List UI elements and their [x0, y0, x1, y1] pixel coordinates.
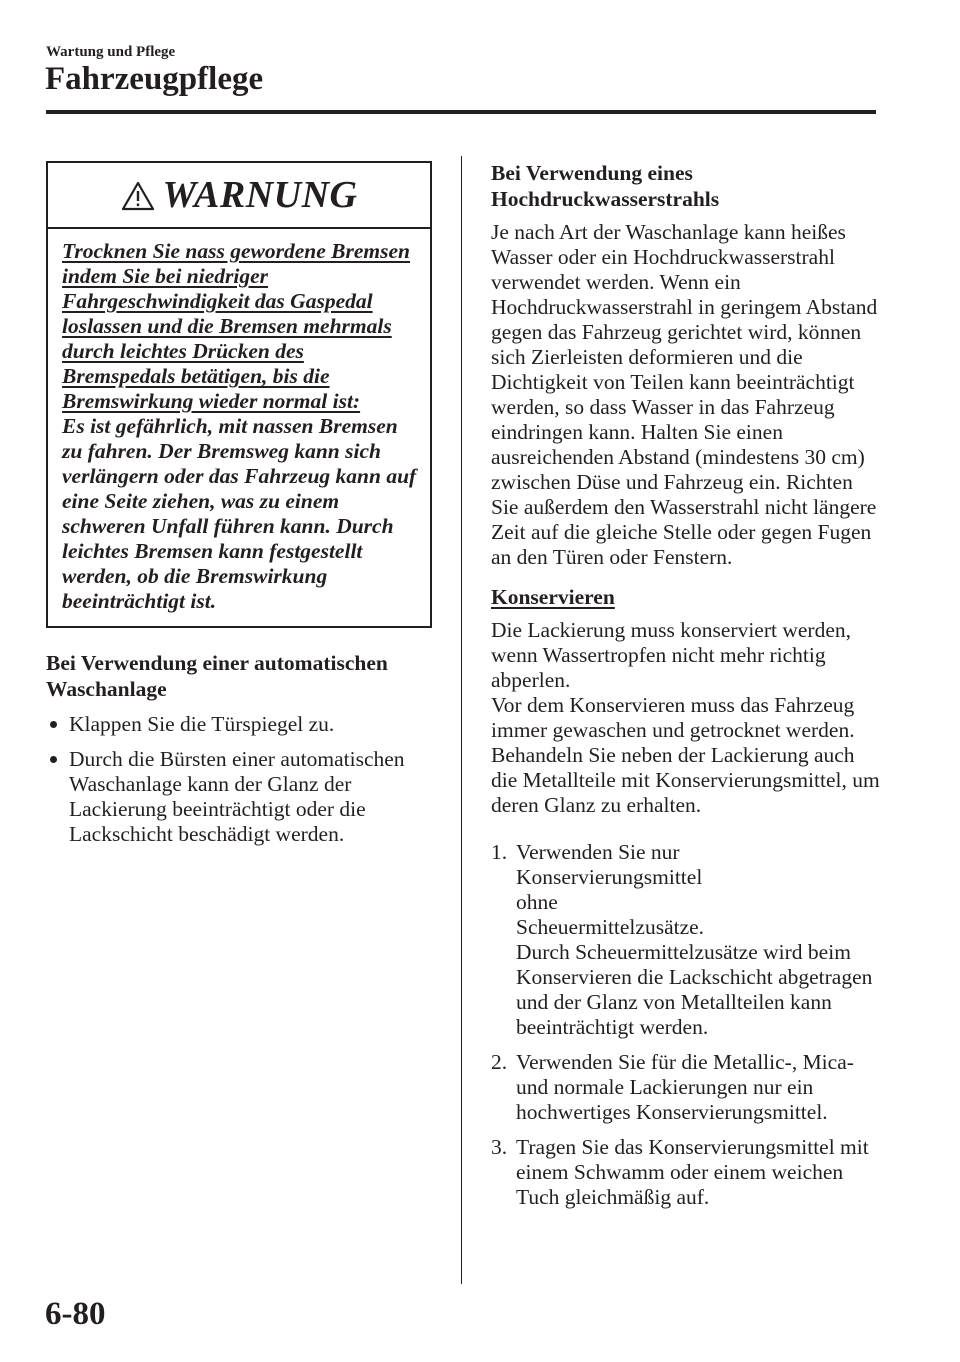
conserving-steps [491, 840, 883, 1210]
list-item: Klappen Sie die Türspiegel zu. [46, 712, 432, 737]
header-divider [46, 110, 876, 114]
page-number: 6-80 [45, 1296, 106, 1332]
warning-header [48, 163, 430, 229]
conserving-para-1: Die Lackierung muss konserviert werden, wenn Wassertropfen nicht mehr richtig abperlen. [491, 618, 852, 692]
warning-title: WARNUNG [162, 174, 358, 216]
list-item: 3. Tragen Sie das Konservierungsmittel mit einem Schwamm oder einem weichen Tuch gleichmäßig auf. [491, 1135, 869, 1209]
left-column [46, 161, 432, 847]
page-title: Fahrzeugpflege [45, 61, 264, 97]
list-item: 1. Verwenden Sie nur Konservierungsmittel ohne Scheuermittelzusätze. Durch Scheuermittelzusätze wird beim Konservieren die Lackschicht abgetragen und der Glanz von Metallteilen kann beeinträchtigt werden. [491, 840, 873, 1039]
warning-instruction: Trocknen Sie nass gewordene Bremsen indem Sie bei niedriger Fahrgeschwindigkeit das Gaspedal loslassen und die Bremsen mehrmals durch leichtes Drücken des Bremspedals betätigen, bis die Bremswirkung wieder normal ist: [62, 239, 410, 413]
bullet-icon [50, 721, 57, 728]
warning-box [46, 161, 432, 628]
list-item: Durch die Bürsten einer automatischen Waschanlage kann der Glanz der Lackierung beeinträchtigt oder die Lackschicht beschädigt werden. [46, 747, 432, 847]
list-item: 2. Verwenden Sie für die Metallic-, Mica- und normale Lackierungen nur ein hochwertiges Konservierungsmittel. [491, 1050, 854, 1124]
high-pressure-heading: Bei Verwendung eines Hochdruckwasserstrahls [491, 161, 720, 211]
column-divider [461, 156, 462, 1284]
section-label: Wartung und Pflege [46, 44, 176, 60]
conserving-heading: Konservieren [491, 585, 615, 609]
warning-triangle-icon [121, 181, 155, 211]
conserving-para-2: Vor dem Konservieren muss das Fahrzeug immer gewaschen und getrocknet werden. Behandeln Sie neben der Lackierung auch die Metallteile mit Konservierungsmittel, um deren Glanz zu erhalten. [491, 693, 880, 817]
automatic-wash-list [46, 712, 432, 847]
automatic-wash-heading: Bei Verwendung einer automatischen Waschanlage [46, 651, 388, 701]
right-column [491, 160, 883, 1210]
high-pressure-text: Je nach Art der Waschanlage kann heißes Wasser oder ein Hochdruckwasserstrahl verwendet werden. Wenn ein Hochdruckwasserstrahl in geringem Abstand gegen das Fahrzeug gerichtet wird, können sich Zierleisten deformieren und die Dichtigkeit von Teilen kann beeinträchtigt werden, so dass Wasser in das Fahrzeug eindringen kann. Halten Sie einen ausreichenden Abstand (mindestens 30 cm) zwischen Düse und Fahrzeug ein. Richten Sie außerdem den Wasserstrahl nicht längere Zeit auf die gleiche Stelle oder gegen Fugen an den Türen oder Fenstern. [491, 220, 878, 569]
warning-body [48, 229, 430, 626]
warning-explanation: Es ist gefährlich, mit nassen Bremsen zu fahren. Der Bremsweg kann sich verlängern oder das Fahrzeug kann auf eine Seite ziehen, was zu einem schweren Unfall führen kann. Durch leichtes Bremsen kann festgestellt werden, ob die Bremswirkung beeinträchtigt ist. [62, 414, 417, 613]
bullet-icon [50, 756, 57, 763]
